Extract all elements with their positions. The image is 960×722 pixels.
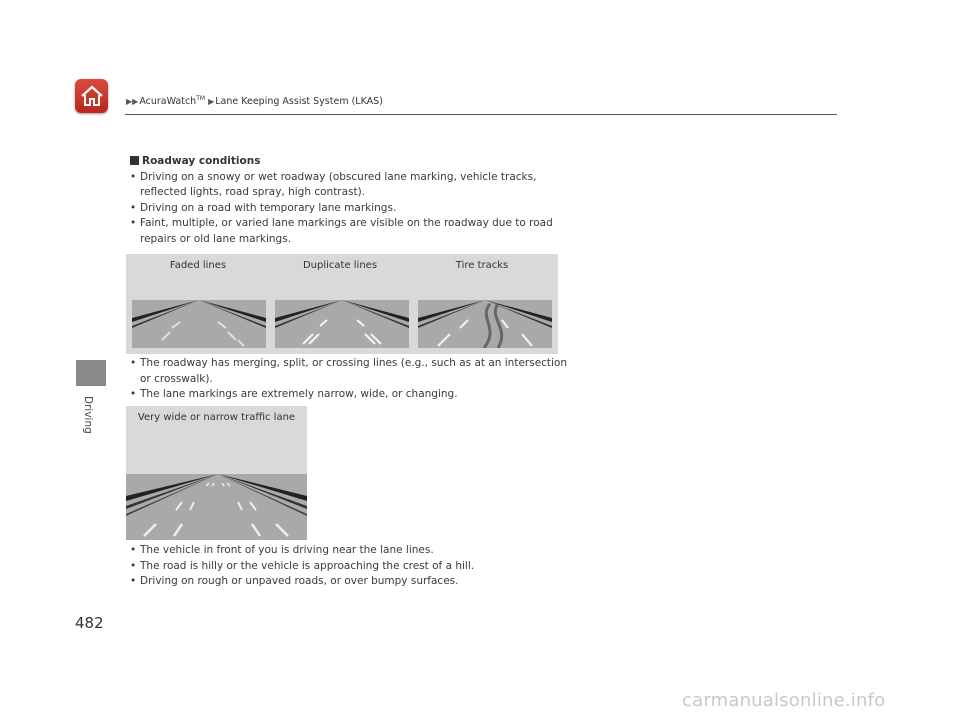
list-item: • The roadway has merging, split, or crossing lines (e.g., such as at an intersection or crosswalk).: [130, 356, 570, 387]
list-item: • Driving on rough or unpaved roads, or over bumpy surfaces.: [130, 574, 570, 590]
home-button[interactable]: [75, 79, 108, 113]
list-item: • Driving on a snowy or wet roadway (obscured lane marking, vehicle tracks, reflected lights, road spray, high contrast).: [130, 170, 570, 201]
figure-label-tire-tracks: Tire tracks: [455, 260, 509, 271]
bullet-list-2: [130, 356, 570, 403]
square-bullet-icon: [130, 156, 139, 165]
wide-narrow-lane-illustration: [126, 474, 307, 540]
duplicate-lines-illustration: [275, 300, 409, 348]
faded-lines-illustration: [132, 300, 266, 348]
list-item: • Driving on a road with temporary lane markings.: [130, 201, 570, 217]
list-item: • The vehicle in front of you is driving near the lane lines.: [130, 543, 570, 559]
figure-label-traffic-lane: Very wide or narrow traffic lane: [137, 412, 296, 423]
watermark: carmanualsonline.info: [682, 690, 886, 711]
breadcrumb-arrow-icon: ▶: [208, 97, 215, 107]
header-divider: [125, 114, 837, 115]
trademark-mark: TM: [196, 95, 206, 102]
breadcrumb-current: Lane Keeping Assist System (LKAS): [215, 96, 383, 108]
breadcrumb-link-acurawatch[interactable]: AcuraWatch: [139, 96, 197, 108]
figure-label-faded-lines: Faded lines: [169, 260, 227, 271]
tire-tracks-illustration: [418, 300, 552, 348]
figure-label-duplicate-lines: Duplicate lines: [302, 260, 378, 271]
page-number: 482: [75, 614, 104, 632]
list-item: • The lane markings are extremely narrow, wide, or changing.: [130, 387, 570, 403]
section-content: [130, 154, 570, 247]
figure-traffic-lane-width: [126, 406, 307, 540]
bullet-list-1: [130, 170, 570, 248]
section-heading: Roadway conditions: [130, 154, 570, 170]
figure-lane-markings: [126, 254, 558, 354]
breadcrumb-arrow-icon: ▶▶: [126, 97, 139, 107]
section-content-2: [130, 356, 570, 403]
side-tab-marker: [76, 360, 106, 386]
section-content-3: [130, 543, 570, 590]
breadcrumb: [126, 95, 383, 107]
list-item: • Faint, multiple, or varied lane markings are visible on the roadway due to road repairs or old lane markings.: [130, 216, 570, 247]
bullet-list-3: [130, 543, 570, 590]
home-icon: [80, 85, 104, 107]
list-item: • The road is hilly or the vehicle is approaching the crest of a hill.: [130, 559, 570, 575]
side-tab-label: Driving: [82, 396, 94, 434]
